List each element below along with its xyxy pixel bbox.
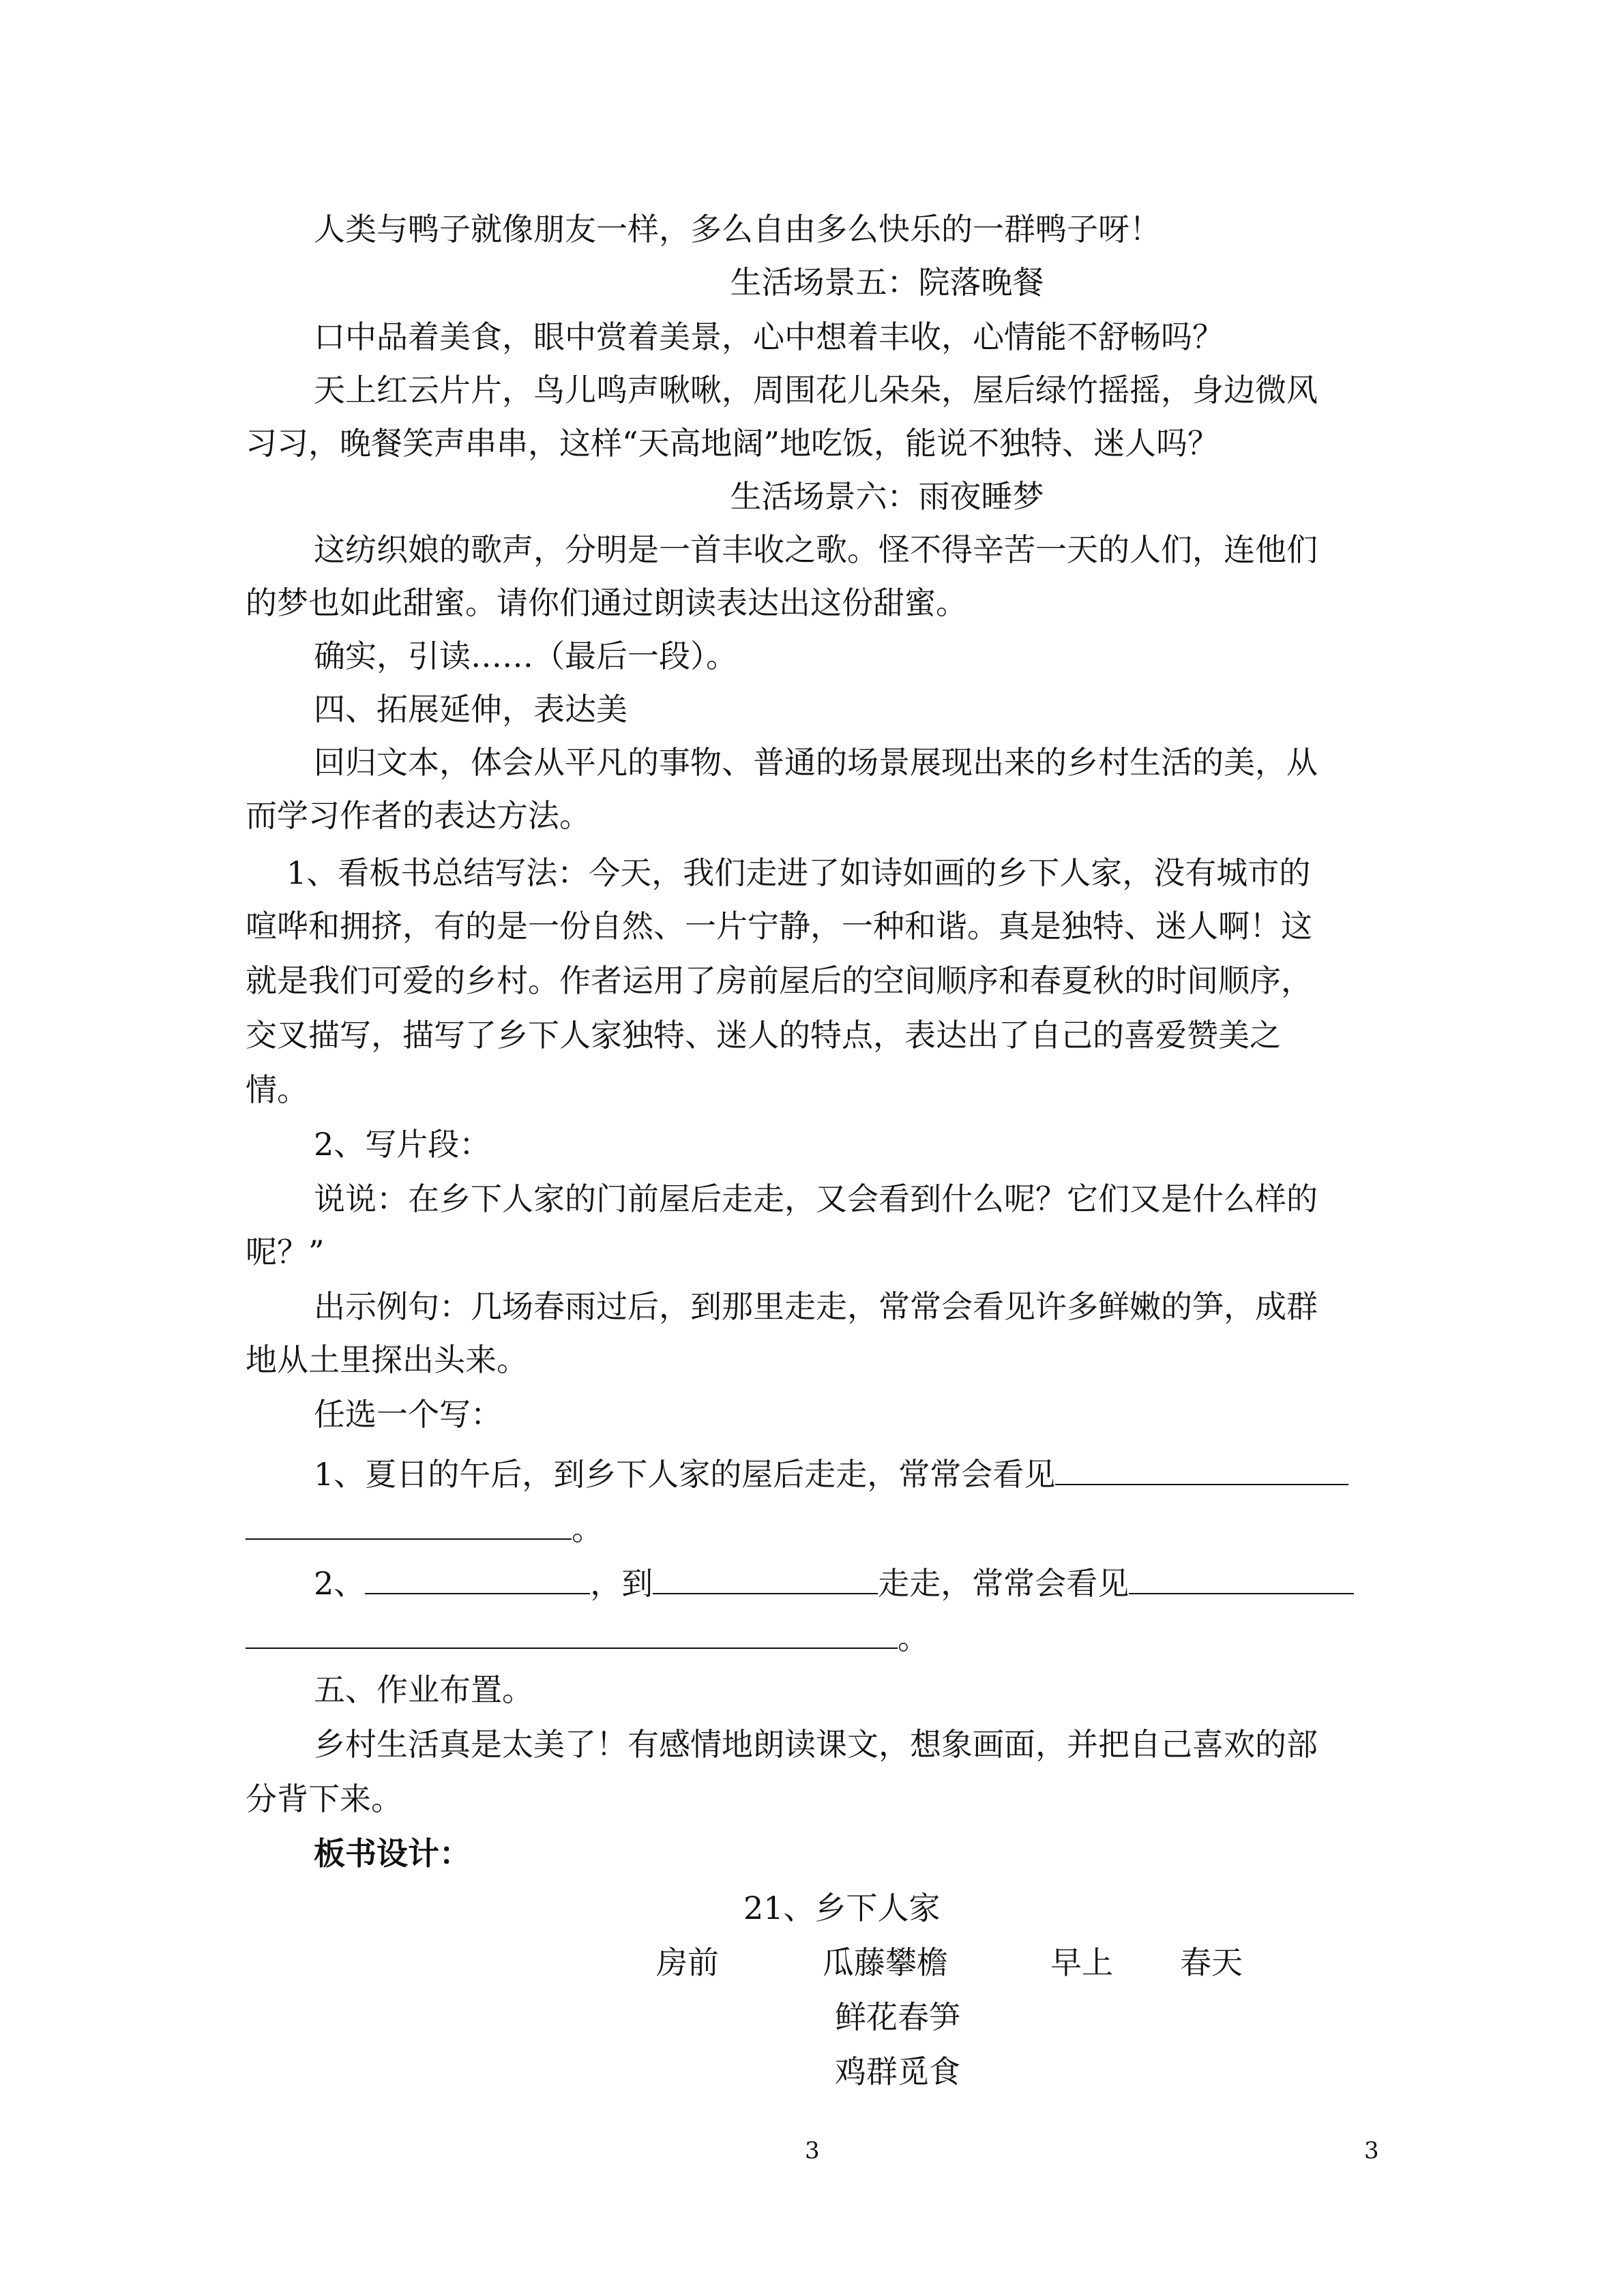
paragraph-line: 回归文本，体会从平凡的事物、普通的场景展现出来的乡村生活的美，从	[314, 744, 1318, 781]
paragraph-line: 任选一个写：	[314, 1396, 502, 1433]
paragraph-line: 说说：在乡下人家的门前屋后走走，又会看到什么呢？它们又是什么样的	[314, 1180, 1318, 1217]
paragraph-line: 确实，引读……（最后一段）。	[314, 638, 737, 674]
blank-field[interactable]	[246, 1507, 572, 1540]
blank-field[interactable]	[1055, 1452, 1348, 1485]
exercise-line	[246, 1507, 1624, 1548]
paragraph-line: 口中品着美食，眼中赏着美景，心中想着丰收，心情能不舒畅吗？	[314, 318, 1224, 355]
exercise-prompt: 走走，常常会看见	[878, 1565, 1130, 1602]
board-season: 春天	[1180, 1944, 1243, 1981]
paragraph-line: 情。	[246, 1071, 308, 1108]
blank-field[interactable]	[1129, 1562, 1354, 1594]
board-scene: 瓜藤攀檐	[823, 1944, 948, 1981]
paragraph-line: 分背下来。	[246, 1780, 402, 1817]
period: 。	[898, 1620, 929, 1656]
paragraph-line: 交叉描写，描写了乡下人家独特、迷人的特点，表达出了自己的喜爱赞美之	[246, 1017, 1281, 1054]
paragraph-line: 呢？”	[246, 1234, 325, 1270]
paragraph-line: 出示例句：几场春雨过后，到那里走走，常常会看见许多鲜嫩的笋，成群	[314, 1288, 1318, 1325]
board-time: 早上	[1050, 1944, 1113, 1981]
page-number: 3	[805, 2137, 820, 2164]
exercise-prompt: ，到	[590, 1565, 653, 1602]
section-heading: 五、作业布置。	[314, 1671, 533, 1708]
blank-field[interactable]	[246, 1616, 898, 1649]
page-number: 3	[1364, 2137, 1379, 2164]
paragraph-line: 1、看板书总结写法：今天，我们走进了如诗如画的乡下人家，没有城市的	[286, 854, 1311, 891]
paragraph-line: 地从土里探出头来。	[246, 1341, 528, 1378]
section-heading: 四、拓展延伸，表达美	[314, 691, 628, 728]
exercise-line	[246, 1616, 1624, 1657]
paragraph-line: 而学习作者的表达方法。	[246, 797, 591, 834]
exercise-line	[314, 1562, 1624, 1602]
board-scene: 鲜花春笋	[835, 1999, 960, 2036]
period: 。	[572, 1510, 603, 1547]
blank-field[interactable]	[365, 1562, 590, 1594]
board-scene: 鸡群觅食	[835, 2053, 960, 2090]
paragraph-line: 乡村生活真是太美了！有感情地朗读课文，想象画面，并把自己喜欢的部	[314, 1726, 1318, 1763]
blank-field[interactable]	[653, 1562, 878, 1594]
section-heading: 生活场景六：雨夜睡梦	[730, 478, 1044, 515]
board-title: 21、乡下人家	[743, 1890, 941, 1926]
paragraph-line: 2、写片段：	[314, 1126, 491, 1163]
exercise-prompt: 1、夏日的午后，到乡下人家的屋后走走，常常会看见	[314, 1456, 1056, 1493]
board-design-heading: 板书设计：	[314, 1835, 471, 1872]
exercise-line	[314, 1452, 1624, 1493]
board-location: 房前	[656, 1944, 719, 1981]
paragraph-line: 喧哗和拥挤，有的是一份自然、一片宁静，一种和谐。真是独特、迷人啊！这	[246, 908, 1312, 944]
paragraph-line: 天上红云片片，鸟儿鸣声啾啾，周围花儿朵朵，屋后绿竹摇摇，身边微风	[314, 372, 1318, 408]
paragraph-line: 这纺织娘的歌声，分明是一首丰收之歌。怪不得辛苦一天的人们，连他们	[314, 531, 1318, 568]
paragraph-line: 人类与鸭子就像朋友一样，多么自由多么快乐的一群鸭子呀！	[314, 211, 1161, 248]
paragraph-line: 习习，晚餐笑声串串，这样“天高地阔”地吃饭，能说不独特、迷人吗？	[246, 425, 1220, 462]
paragraph-line: 就是我们可爱的乡村。作者运用了房前屋后的空间顺序和春夏秋的时间顺序，	[246, 962, 1312, 999]
exercise-prompt: 2、	[314, 1565, 366, 1602]
section-heading: 生活场景五：院落晚餐	[730, 264, 1044, 301]
paragraph-line: 的梦也如此甜蜜。请你们通过朗读表达出这份甜蜜。	[246, 584, 967, 621]
